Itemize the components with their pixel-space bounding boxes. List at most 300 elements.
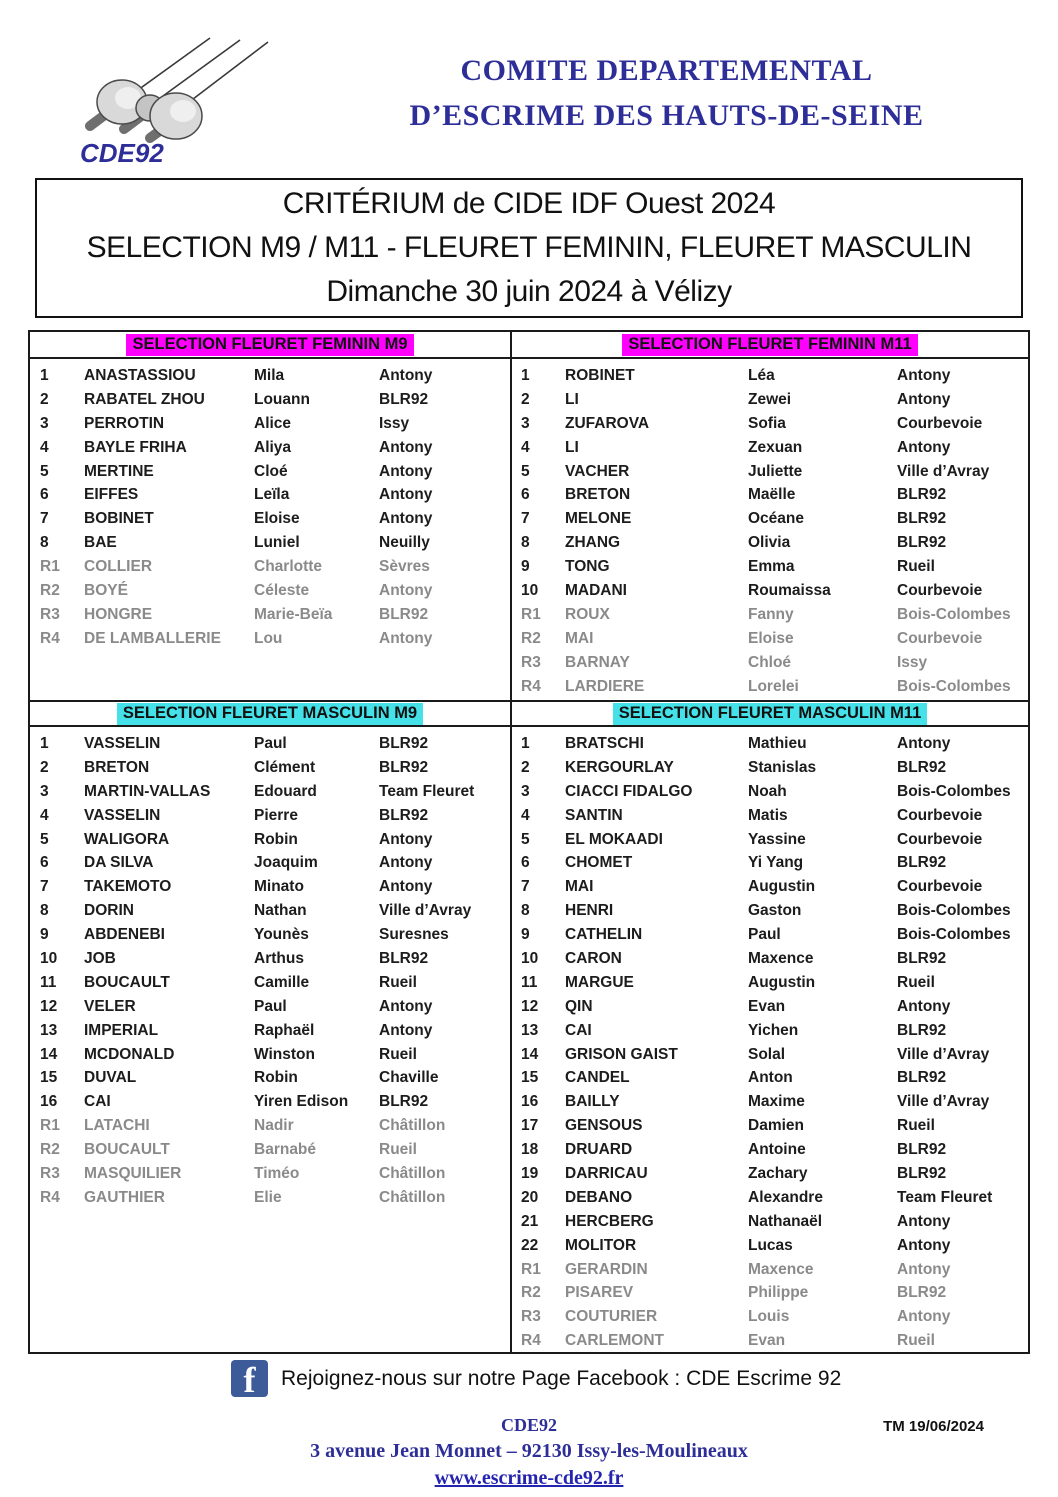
rank-cell: R4 <box>521 677 541 695</box>
firstname-cell: Antoine <box>748 1141 806 1159</box>
club-cell: Châtillon <box>379 1165 446 1183</box>
lastname-cell: QIN <box>565 997 593 1015</box>
lastname-cell: BOUCAULT <box>84 973 170 991</box>
lastname-cell: COUTURIER <box>565 1308 658 1326</box>
roster-row <box>30 756 510 780</box>
club-cell: Issy <box>897 653 928 671</box>
club-cell: BLR92 <box>897 1284 947 1302</box>
rank-cell: 2 <box>40 390 49 408</box>
rank-cell: 8 <box>40 534 49 552</box>
rank-cell: 2 <box>40 758 49 776</box>
roster-row <box>30 388 510 412</box>
firstname-cell: Louis <box>748 1308 790 1326</box>
section-header-fleuret-feminin-m9 <box>30 332 510 359</box>
rank-cell: 8 <box>40 902 49 920</box>
firstname-cell: Damien <box>748 1117 804 1135</box>
roster-row <box>512 507 1028 531</box>
lastname-cell: DUVAL <box>84 1069 137 1087</box>
firstname-cell: Céleste <box>254 582 310 600</box>
firstname-cell: Maxence <box>748 1260 814 1278</box>
lastname-cell: DARRICAU <box>565 1165 648 1183</box>
roster-fleuret-feminin-m9 <box>30 359 510 700</box>
roster-fleuret-masculin-m11 <box>510 727 1028 1352</box>
firstname-cell: Nadir <box>254 1117 294 1135</box>
club-cell: Antony <box>379 486 433 504</box>
firstname-cell: Yassine <box>748 830 806 848</box>
lastname-cell: VASSELIN <box>84 806 161 824</box>
rank-cell: 7 <box>521 878 530 896</box>
roster-row <box>30 875 510 899</box>
roster-row <box>512 923 1028 947</box>
roster-row <box>512 1258 1028 1282</box>
firstname-cell: Younès <box>254 926 309 944</box>
club-cell: BLR92 <box>379 390 429 408</box>
lastname-cell: DORIN <box>84 902 134 920</box>
rank-cell: 14 <box>40 1045 58 1063</box>
cde92-foils-logo <box>52 28 292 173</box>
rank-cell: 11 <box>40 973 57 991</box>
firstname-cell: Alexandre <box>748 1188 823 1206</box>
lastname-cell: GAUTHIER <box>84 1188 165 1206</box>
lastname-cell: DE LAMBALLERIE <box>84 629 221 647</box>
roster-row <box>30 460 510 484</box>
roster-row <box>30 483 510 507</box>
firstname-cell: Roumaissa <box>748 582 831 600</box>
lastname-cell: MCDONALD <box>84 1045 175 1063</box>
club-cell: BLR92 <box>897 486 947 504</box>
lastname-cell: ANASTASSIOU <box>84 367 196 384</box>
roster-row <box>512 1066 1028 1090</box>
club-cell: Ville d’Avray <box>897 462 990 480</box>
rank-cell: 21 <box>521 1212 539 1230</box>
rank-cell: 15 <box>521 1069 539 1087</box>
lastname-cell: CHOMET <box>565 854 633 872</box>
club-cell: BLR92 <box>897 1021 947 1039</box>
rank-cell: 8 <box>521 534 530 552</box>
firstname-cell: Léa <box>748 367 775 384</box>
lastname-cell: TAKEMOTO <box>84 878 172 896</box>
club-cell: Bois-Colombes <box>897 677 1011 695</box>
lastname-cell: KERGOURLAY <box>565 758 674 776</box>
club-cell: Antony <box>897 367 951 384</box>
club-cell: Antony <box>897 735 951 752</box>
lastname-cell: GERARDIN <box>565 1260 648 1278</box>
firstname-cell: Camille <box>254 973 310 991</box>
roster-row <box>512 555 1028 579</box>
lastname-cell: LARDIERE <box>565 677 645 695</box>
roster-row <box>30 1186 510 1210</box>
club-cell: Antony <box>379 1021 433 1039</box>
rank-cell: 19 <box>521 1165 539 1183</box>
firstname-cell: Lorelei <box>748 677 799 695</box>
roster-row <box>512 1162 1028 1186</box>
rank-cell: 3 <box>521 414 530 432</box>
facebook-text: Rejoignez-nous sur notre Page Facebook : CDE Escrime 92 <box>281 1366 842 1390</box>
club-cell: Antony <box>379 462 433 480</box>
firstname-cell: Marie-Beïa <box>254 605 333 623</box>
lastname-cell: MASQUILIER <box>84 1165 182 1183</box>
roster-fleuret-masculin-m9 <box>30 727 510 1352</box>
lastname-cell: MARTIN-VALLAS <box>84 782 211 800</box>
firstname-cell: Charlotte <box>254 558 323 576</box>
roster-row <box>512 460 1028 484</box>
firstname-cell: Olivia <box>748 534 791 552</box>
roster-row <box>512 412 1028 436</box>
rank-cell: 6 <box>40 854 49 872</box>
roster-row <box>512 1234 1028 1258</box>
rank-cell: 1 <box>521 367 530 384</box>
rank-cell: 4 <box>40 806 49 824</box>
event-selection: SELECTION M9 / M11 - FLEURET FEMININ, FLEURET MASCULIN <box>86 231 972 264</box>
roster-row <box>30 627 510 651</box>
lastname-cell: MAI <box>565 629 594 647</box>
rank-cell: 10 <box>40 950 58 968</box>
section-title: SELECTION FLEURET FEMININ M9 <box>126 334 413 356</box>
club-cell: Chaville <box>379 1069 439 1087</box>
club-cell: Châtillon <box>379 1188 446 1206</box>
club-cell: BLR92 <box>379 735 429 752</box>
firstname-cell: Océane <box>748 510 805 528</box>
lastname-cell: ZUFAROVA <box>565 414 650 432</box>
club-cell: Antony <box>897 1260 951 1278</box>
roster-row <box>512 732 1028 756</box>
club-cell: Bois-Colombes <box>897 605 1011 623</box>
lastname-cell: CANDEL <box>565 1069 630 1087</box>
rank-cell: 15 <box>40 1069 58 1087</box>
rank-cell: 11 <box>521 973 538 991</box>
lastname-cell: LATACHI <box>84 1117 150 1135</box>
club-cell: Ville d’Avray <box>897 1093 990 1111</box>
club-cell: BLR92 <box>897 1141 947 1159</box>
roster-row <box>512 828 1028 852</box>
lastname-cell: BARNAY <box>565 653 630 671</box>
club-cell: BLR92 <box>897 758 947 776</box>
rank-cell: R1 <box>521 1260 541 1278</box>
rank-cell: 20 <box>521 1188 539 1206</box>
firstname-cell: Gaston <box>748 902 802 920</box>
club-cell: Ville d’Avray <box>897 1045 990 1063</box>
lastname-cell: TONG <box>565 558 610 576</box>
rank-cell: 7 <box>40 510 49 528</box>
rank-cell: 1 <box>40 735 49 752</box>
roster-row <box>512 971 1028 995</box>
club-cell: Antony <box>897 1236 951 1254</box>
rank-cell: 1 <box>40 367 49 384</box>
event-date-place: Dimanche 30 juin 2024 à Vélizy <box>326 275 732 308</box>
facebook-f-glyph: f <box>243 1360 256 1397</box>
firstname-cell: Edouard <box>254 782 317 800</box>
rank-cell: 7 <box>521 510 530 528</box>
firstname-cell: Pierre <box>254 806 298 824</box>
lastname-cell: BOYÉ <box>84 582 128 600</box>
roster-row <box>512 1329 1028 1352</box>
club-cell: Neuilly <box>379 534 430 552</box>
firstname-cell: Sofia <box>748 414 786 432</box>
lastname-cell: EL MOKAADI <box>565 830 663 848</box>
lastname-cell: BAILLY <box>565 1093 620 1111</box>
roster-row <box>30 531 510 555</box>
firstname-cell: Paul <box>254 997 287 1015</box>
firstname-cell: Maxence <box>748 950 814 968</box>
club-cell: Rueil <box>379 1141 417 1159</box>
roster-row <box>512 1090 1028 1114</box>
firstname-cell: Lucas <box>748 1236 793 1254</box>
roster-row <box>30 995 510 1019</box>
roster-row <box>30 732 510 756</box>
rank-cell: 3 <box>40 414 49 432</box>
firstname-cell: Nathanaël <box>748 1212 823 1230</box>
lastname-cell: PERROTIN <box>84 414 165 432</box>
club-cell: Courbevoie <box>897 629 983 647</box>
rank-cell: 9 <box>521 926 530 944</box>
lastname-cell: IMPERIAL <box>84 1021 159 1039</box>
section-title: SELECTION FLEURET MASCULIN M11 <box>613 703 928 725</box>
club-cell: Bois-Colombes <box>897 902 1011 920</box>
firstname-cell: Minato <box>254 878 304 896</box>
lastname-cell: MOLITOR <box>565 1236 637 1254</box>
club-cell: Antony <box>379 582 433 600</box>
rank-cell: 4 <box>521 438 530 456</box>
rank-cell: 22 <box>521 1236 539 1254</box>
footer-website <box>0 1465 1058 1492</box>
roster-row <box>30 851 510 875</box>
roster-row <box>30 579 510 603</box>
rank-cell: R1 <box>521 605 541 623</box>
firstname-cell: Zachary <box>748 1165 808 1183</box>
roster-row <box>30 507 510 531</box>
roster-row <box>512 1186 1028 1210</box>
event-name: CRITÉRIUM de CIDE IDF Ouest 2024 <box>282 187 776 220</box>
rank-cell: 9 <box>40 926 49 944</box>
lastname-cell: BOBINET <box>84 510 154 528</box>
rank-cell: R4 <box>40 1188 60 1206</box>
roster-row <box>512 851 1028 875</box>
firstname-cell: Barnabé <box>254 1141 317 1159</box>
club-cell: Rueil <box>379 973 417 991</box>
firstname-cell: Eloise <box>748 629 794 647</box>
club-cell: Sèvres <box>379 558 430 576</box>
lastname-cell: BRETON <box>565 486 631 504</box>
roster-row <box>30 1043 510 1067</box>
lastname-cell: PISAREV <box>565 1284 634 1302</box>
roster-row <box>512 1305 1028 1329</box>
club-cell: Châtillon <box>379 1117 446 1135</box>
org-title <box>300 48 1033 138</box>
rank-cell: 12 <box>521 997 539 1015</box>
roster-row <box>512 579 1028 603</box>
section-title: SELECTION FLEURET MASCULIN M9 <box>117 703 423 725</box>
firstname-cell: Mathieu <box>748 735 807 752</box>
firstname-cell: Matis <box>748 806 788 824</box>
rank-cell: 14 <box>521 1045 539 1063</box>
firstname-cell: Philippe <box>748 1284 809 1302</box>
section-header-fleuret-feminin-m11 <box>510 332 1028 359</box>
roster-row <box>512 436 1028 460</box>
club-cell: Antony <box>897 438 951 456</box>
firstname-cell: Yichen <box>748 1021 799 1039</box>
roster-row <box>30 603 510 627</box>
rank-cell: R3 <box>521 653 541 671</box>
lastname-cell: EIFFES <box>84 486 139 504</box>
lastname-cell: MADANI <box>565 582 627 600</box>
lastname-cell: DRUARD <box>565 1141 633 1159</box>
lastname-cell: GENSOUS <box>565 1117 643 1135</box>
club-cell: BLR92 <box>897 510 947 528</box>
roster-row <box>512 899 1028 923</box>
club-cell: Bois-Colombes <box>897 926 1011 944</box>
firstname-cell: Leïla <box>254 486 290 504</box>
roster-row <box>30 1019 510 1043</box>
lastname-cell: BRATSCHI <box>565 735 644 752</box>
roster-row <box>30 947 510 971</box>
org-title-line1: COMITE DEPARTEMENTAL <box>460 54 873 87</box>
club-cell: BLR92 <box>897 854 947 872</box>
firstname-cell: Robin <box>254 1069 298 1087</box>
event-title-box <box>35 178 1023 318</box>
club-cell: Antony <box>379 878 433 896</box>
rank-cell: 9 <box>521 558 530 576</box>
club-cell: BLR92 <box>379 1093 429 1111</box>
club-cell: Antony <box>379 629 433 647</box>
lastname-cell: MARGUE <box>565 973 634 991</box>
roster-row <box>30 412 510 436</box>
website-link[interactable]: www.escrime-cde92.fr <box>434 1467 624 1489</box>
club-cell: Antony <box>897 1212 951 1230</box>
rank-cell: 4 <box>521 806 530 824</box>
roster-row <box>512 1114 1028 1138</box>
firstname-cell: Juliette <box>748 462 803 480</box>
lastname-cell: BAYLE FRIHA <box>84 438 187 456</box>
firstname-cell: Maëlle <box>748 486 796 504</box>
firstname-cell: Augustin <box>748 878 816 896</box>
roster-row <box>512 804 1028 828</box>
rank-cell: R4 <box>40 629 60 647</box>
club-cell: Ville d’Avray <box>379 902 472 920</box>
firstname-cell: Robin <box>254 830 298 848</box>
rank-cell: 8 <box>521 902 530 920</box>
lastname-cell: CARON <box>565 950 622 968</box>
lastname-cell: MERTINE <box>84 462 154 480</box>
club-cell: Antony <box>379 438 433 456</box>
roster-row <box>30 828 510 852</box>
firstname-cell: Louann <box>254 390 310 408</box>
club-cell: Courbevoie <box>897 414 983 432</box>
club-cell: Antony <box>897 997 951 1015</box>
firstname-cell: Eloise <box>254 510 300 528</box>
rank-cell: 13 <box>521 1021 539 1039</box>
rank-cell: 5 <box>521 462 530 480</box>
lastname-cell: DA SILVA <box>84 854 154 872</box>
rank-cell: R2 <box>40 1141 60 1159</box>
firstname-cell: Mila <box>254 367 285 384</box>
rank-cell: 10 <box>521 950 539 968</box>
club-cell: Antony <box>379 854 433 872</box>
lastname-cell: BRETON <box>84 758 150 776</box>
firstname-cell: Chloé <box>748 653 792 671</box>
lastname-cell: CAI <box>565 1021 592 1039</box>
rank-cell: 16 <box>521 1093 539 1111</box>
lastname-cell: HERCBERG <box>565 1212 654 1230</box>
lastname-cell: CARLEMONT <box>565 1332 665 1350</box>
roster-row <box>30 436 510 460</box>
club-cell: Antony <box>897 1308 951 1326</box>
rank-cell: 3 <box>521 782 530 800</box>
roster-row <box>512 1019 1028 1043</box>
roster-row <box>30 1138 510 1162</box>
lastname-cell: LI <box>565 390 579 408</box>
club-cell: BLR92 <box>379 605 429 623</box>
club-cell: BLR92 <box>379 806 429 824</box>
rank-cell: R2 <box>521 629 541 647</box>
firstname-cell: Noah <box>748 782 787 800</box>
rank-cell: 10 <box>521 582 539 600</box>
club-cell: Courbevoie <box>897 582 983 600</box>
lastname-cell: JOB <box>84 950 116 968</box>
roster-row <box>30 1090 510 1114</box>
footer-org-name: CDE92 <box>500 1415 557 1435</box>
lastname-cell: CATHELIN <box>565 926 643 944</box>
club-cell: BLR92 <box>379 758 429 776</box>
roster-row <box>30 971 510 995</box>
lastname-cell: VELER <box>84 997 136 1015</box>
club-cell: Rueil <box>897 1117 935 1135</box>
facebook-icon[interactable] <box>231 1360 268 1397</box>
lastname-cell: MELONE <box>565 510 632 528</box>
roster-row <box>512 483 1028 507</box>
roster-row <box>512 756 1028 780</box>
firstname-cell: Zewei <box>748 390 792 408</box>
rank-cell: R3 <box>40 605 60 623</box>
club-cell: Antony <box>379 830 433 848</box>
rank-cell: 6 <box>40 486 49 504</box>
club-cell: Courbevoie <box>897 806 983 824</box>
firstname-cell: Yi Yang <box>748 854 804 872</box>
rank-cell: 2 <box>521 390 530 408</box>
rank-cell: 7 <box>40 878 49 896</box>
roster-row <box>30 1162 510 1186</box>
firstname-cell: Anton <box>748 1069 793 1087</box>
rank-cell: 5 <box>40 462 49 480</box>
roster-row <box>30 780 510 804</box>
lastname-cell: HENRI <box>565 902 614 920</box>
rank-cell: 6 <box>521 486 530 504</box>
lastname-cell: ROUX <box>565 605 610 623</box>
club-cell: Courbevoie <box>897 878 983 896</box>
firstname-cell: Emma <box>748 558 795 576</box>
roster-row <box>512 603 1028 627</box>
lastname-cell: BAE <box>84 534 117 552</box>
club-cell: Team Fleuret <box>897 1188 993 1206</box>
firstname-cell: Yiren Edison <box>254 1093 349 1111</box>
roster-row <box>512 1138 1028 1162</box>
footer-address: 3 avenue Jean Monnet – 92130 Issy-les-Moulineaux <box>310 1440 748 1462</box>
firstname-cell: Fanny <box>748 605 794 623</box>
club-cell: Antony <box>897 390 951 408</box>
rank-cell: 1 <box>521 735 530 752</box>
rank-cell: R1 <box>40 558 60 576</box>
rank-cell: 18 <box>521 1141 539 1159</box>
firstname-cell: Alice <box>254 414 292 432</box>
lastname-cell: VASSELIN <box>84 735 161 752</box>
section-title: SELECTION FLEURET FEMININ M11 <box>622 334 917 356</box>
roster-row <box>30 899 510 923</box>
club-cell: Rueil <box>897 973 935 991</box>
club-cell: Issy <box>379 414 410 432</box>
roster-row <box>512 1043 1028 1067</box>
roster-row <box>512 675 1028 699</box>
club-cell: Rueil <box>379 1045 417 1063</box>
roster-row <box>512 531 1028 555</box>
